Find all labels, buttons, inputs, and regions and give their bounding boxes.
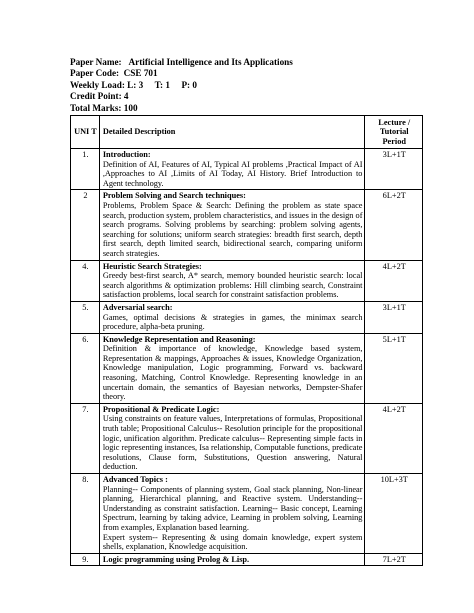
unit-body: Problems, Problem Space & Search: Defining the problem as state space search, production system, problem characteristics, and issues in the design of search programs. Solving problems by searching: problem solving agents, searching for solutions; uniform search strategies: breadth first search, depth first search, depth limited search, bidirectional search, comparing uniform search strategies. xyxy=(102,200,363,258)
table-row xyxy=(71,553,423,566)
paper-header xyxy=(70,57,293,114)
lecture-period: 4L+2T xyxy=(365,403,423,473)
credit-point: Credit Point: 4 xyxy=(70,91,129,102)
header-unit: UNI T xyxy=(71,116,100,149)
header-lecture: Lecture / Tutorial Period xyxy=(365,116,423,149)
unit-description xyxy=(99,149,365,190)
table-header-row xyxy=(71,116,423,149)
paper-code-label: Paper Code: xyxy=(70,68,120,79)
lecture-period: 7L+2T xyxy=(365,553,423,566)
header-description: Detailed Description xyxy=(99,116,365,149)
unit-description xyxy=(99,301,365,333)
unit-number: 5. xyxy=(71,301,100,333)
unit-description xyxy=(99,190,365,260)
unit-description xyxy=(99,474,365,554)
unit-number: 7. xyxy=(71,403,100,473)
unit-description xyxy=(99,333,365,403)
lecture-period: 10L+3T xyxy=(365,474,423,554)
paper-code-line xyxy=(70,68,293,79)
paper-name-label: Paper Name: xyxy=(70,57,122,67)
weekly-load-label: Weekly Load: xyxy=(70,79,125,90)
total-marks: Total Marks: 100 xyxy=(70,102,138,113)
unit-number: 6. xyxy=(71,333,100,403)
lecture-period: 5L+1T xyxy=(365,333,423,403)
lecture-period: 3L+1T xyxy=(365,301,423,333)
unit-number: 2 xyxy=(71,190,100,260)
unit-description xyxy=(99,553,365,566)
unit-number: 4. xyxy=(71,260,100,301)
unit-description xyxy=(99,403,365,473)
unit-number: 9. xyxy=(71,553,100,566)
table-row xyxy=(71,403,423,473)
table-row xyxy=(71,333,423,403)
unit-title: Adversarial search: xyxy=(102,302,173,312)
syllabus-table xyxy=(70,115,423,566)
table-row xyxy=(71,149,423,190)
lecture-period: 6L+2T xyxy=(365,190,423,260)
paper-code-value: CSE 701 xyxy=(123,68,158,79)
weekly-load-value: L: 3 T: 1 P: 0 xyxy=(127,79,198,90)
unit-description xyxy=(99,260,365,301)
unit-title: Heuristic Search Strategies: xyxy=(102,261,202,271)
table-row xyxy=(71,190,423,260)
unit-title: Introduction: xyxy=(102,150,151,159)
lecture-period: 4L+2T xyxy=(365,260,423,301)
unit-body: Definition & importance of knowledge, Knowledge based system, Representation & mappings, Approaches & issues, Knowledge Organization, Knowledge manipulation, Logic programming, Forward vs. backward reasoning, Matching, Control Knowledge. Representing knowledge in an uncertain domain, the semantics of Bayesian networks, Dempster-Shafer theory. xyxy=(102,344,363,402)
table-row xyxy=(71,474,423,554)
paper-name-value: Artificial Intelligence and Its Applications xyxy=(128,57,293,67)
unit-title: Propositional & Predicate Logic: xyxy=(102,404,220,414)
unit-body: Games, optimal decisions & strategies in games, the minimax search procedure, alpha-beta pruning. xyxy=(102,312,363,332)
table-row xyxy=(71,301,423,333)
unit-body: Greedy best-first search, A* search, memory bounded heuristic search: local search algorithms & optimization problems: Hill climbing search, Constraint satisfaction problems, local search for constraint satisfaction problems. xyxy=(102,271,363,300)
table-row xyxy=(71,260,423,301)
unit-title: Logic programming using Prolog & Lisp. xyxy=(102,554,250,564)
weekly-load-line xyxy=(70,80,293,91)
lecture-period: 3L+1T xyxy=(365,149,423,190)
unit-number: 1. xyxy=(71,149,100,190)
unit-number: 8. xyxy=(71,474,100,554)
unit-body: Using constraints on feature values, Interpretations of formulas, Propositional truth table; Propositional Calculus-- Resolution principle for the propositional logic, unification algorithm. Predicate calculus-- Representing simple facts in logic representing instances, Isa relationship, Computable functions, predicate resolutions, Clause form, Substitutions, Question answering, Natural deduction. xyxy=(102,414,363,472)
unit-title: Knowledge Representation and Reasoning: xyxy=(102,334,256,344)
unit-body: Definition of AI, Features of AI, Typical AI problems ,Practical Impact of AI ,Approaches to AI ,Limits of AI Today, AI History. Brief Introduction to Agent technology. xyxy=(102,159,363,188)
unit-body: Planning-- Components of planning system, Goal stack planning, Non-linear planning, Hierarchical planning, and Reactive system. Understanding-- Understanding as constraint satisfaction. Learning-- Basic concept, Learning Spectrum, learning by taking advice, Learning in problem solving, Learning from examples, Explanation based learning. xyxy=(102,484,363,532)
unit-title: Problem Solving and Search techniques: xyxy=(102,191,246,201)
unit-body-continued: Expert system-- Representing & using domain knowledge, expert system shells, explanation, Knowledge acquisition. xyxy=(102,532,363,552)
unit-title: Advanced Topics : xyxy=(102,475,168,484)
paper-name-line xyxy=(70,57,293,68)
